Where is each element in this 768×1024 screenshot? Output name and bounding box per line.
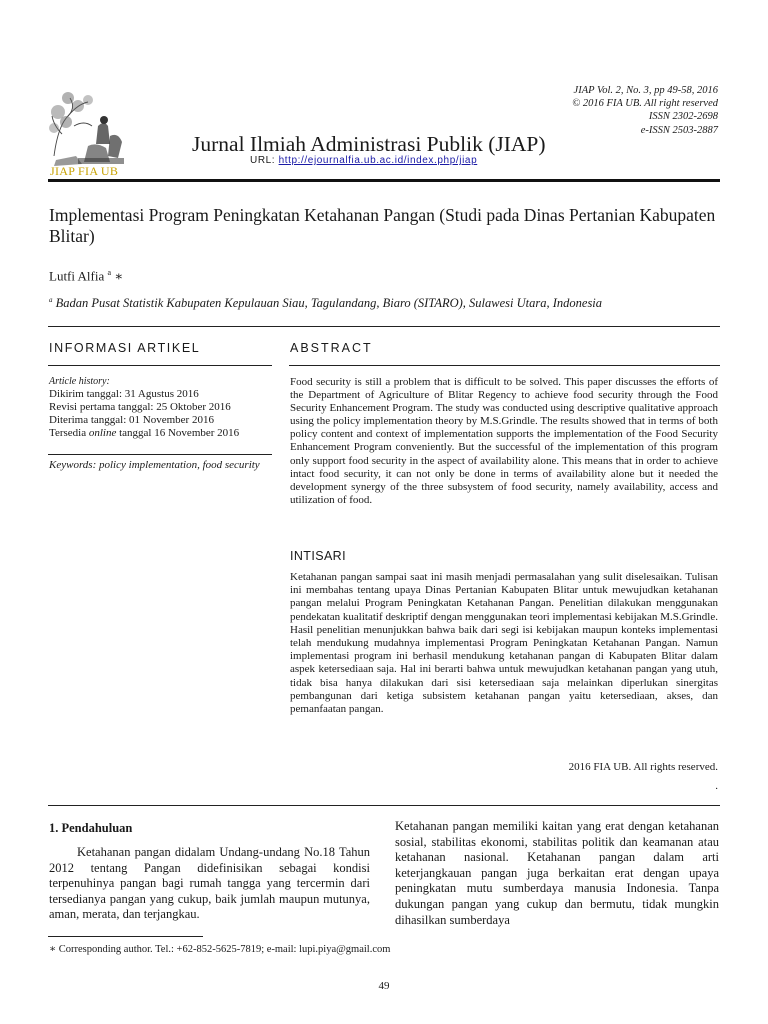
- article-title: Implementasi Program Peningkatan Ketahanan Pangan (Studi pada Dinas Pertanian Kabupaten Blitar): [49, 205, 716, 246]
- meta-eissn: e-ISSN 2503-2887: [640, 124, 718, 136]
- author-line: [49, 268, 123, 284]
- body-paragraph-right: Ketahanan pangan memiliki kaitan yang erat dengan ketahanan sosial, stabilitas ekonomi, stabilitas politik dan keamanan atau ketahanan nasional. Ketahanan pangan dalam arti keterjangkauan pangan juga berkaitan erat dengan upaya peningkatan mutu sumberdaya manusia Indonesia. Tanpa dukungan pangan yang cukup dan bermutu, tidak mungkin dihasilkan sumberdaya: [395, 819, 719, 927]
- article-history: [49, 375, 239, 440]
- info-divider: [48, 365, 272, 366]
- logo-caption: JIAP FIA UB: [50, 164, 119, 178]
- title-divider: [48, 326, 720, 327]
- history-label: Article history:: [49, 376, 110, 387]
- author-name: Lutfi Alfia: [49, 268, 105, 284]
- journal-meta: [572, 84, 718, 137]
- published-suffix: tanggal 16 November 2016: [116, 427, 240, 440]
- history-published: [49, 427, 239, 440]
- corresponding-star: ∗: [114, 268, 124, 284]
- abstract-heading: ABSTRACT: [290, 341, 373, 355]
- published-online: online: [88, 427, 117, 440]
- abstract-end-divider: [48, 805, 720, 806]
- keywords: Keywords: policy implementation, food security: [49, 459, 260, 471]
- affiliation-text: Badan Pusat Statistik Kabupaten Kepulauan Siau, Tagulandang, Biaro (SITARO), Sulawesi Utara, Indonesia: [55, 296, 603, 311]
- meta-copyright: © 2016 FIA UB. All right reserved: [572, 98, 718, 110]
- meta-issn: ISSN 2302-2698: [648, 111, 718, 123]
- intisari-text: Ketahanan pangan sampai saat ini masih menjadi permasalahan yang sulit diselesaikan. Tulisan ini membahas tentang upaya Dinas Pertanian Kabupaten Blitar untuk mewujudkan ketahanan pangan melalui Program Peningkatan Ketahanan Pangan. Penelitian dilakukan menggunakan pendekatan kualitatif deskriptif dengan menggunakan teori implementasi kebijakan M.S.Grindle. Hasil penelitian menunjukkan bahwa baik dari segi isi kebijakan maupun konteks implementasi telah mendukung mudahnya implementasi Program Peningkatan Ketahanan Pangan. Namun implementasi program ini berhasil mendukung ketahanan pangan di Kabupaten Blitar dalam aspek ketersediaan saja. Hal ini berarti bahwa untuk mewujudkan ketahanan pangan yang utuh, tidak bisa hanya dilakukan dari sisi ketersediaan saja melainkan diperlukan sinergitas pembangunan dari ketiga subsistem ketahanan pangan yaitu ketersediaan, akses, dan pemanfaatan pangan.: [290, 571, 718, 716]
- journal-url-line: [250, 155, 477, 166]
- history-accepted: Diterima tanggal: 01 November 2016: [49, 414, 214, 427]
- intisari-heading: INTISARI: [290, 549, 346, 563]
- journal-title: Jurnal Ilmiah Administrasi Publik (JIAP): [192, 132, 546, 156]
- footnote-divider: [48, 936, 203, 937]
- abstract-text: Food security is still a problem that is difficult to be solved. This paper discusses the efforts of the Department of Agriculture of Blitar Regency to achieve food security through the Food Security Enhancement Program. The study was conducted using descriptive qualitative approach using the policy implementation theory by M.S.Grindle. The results showed that in terms of both policy content and context of implementation supports the implementation of the Food Security Enhancement Program conveniently. But the successful of the implementation of this program only support food security in the aspect of availability alone. This means that in order to achieve intact food security, it can not only be done in terms of availability alone but it needed the development synergy of the three subsystem of food security, namely availability, access and utilization of food.: [290, 376, 718, 506]
- affiliation: [49, 296, 721, 311]
- body-paragraph-left: Ketahanan pangan didalam Undang-undang No.18 Tahun 2012 tentang Pangan didefinisikan sebagai kondisi terpenuhinya pangan bagi rumah tangga yang tercermin dari tersedianya pangan yang cukup, baik jumlah maupun mutunya, aman, merata, dan terjangkau.: [49, 845, 370, 922]
- header-divider: [48, 179, 720, 182]
- page-number: 49: [378, 980, 390, 992]
- affiliation-mark: a: [49, 296, 53, 304]
- published-prefix: Tersedia: [49, 427, 89, 440]
- footnote: ∗ Corresponding author. Tel.: +62-852-5625-7819; e-mail: lupi.piya@gmail.com: [49, 944, 391, 955]
- history-submitted: Dikirim tanggal: 31 Agustus 2016: [49, 388, 199, 401]
- history-revised: Revisi pertama tanggal: 25 Oktober 2016: [49, 401, 231, 414]
- trailing-dot: .: [715, 780, 718, 792]
- abstract-divider: [289, 365, 720, 366]
- keywords-divider: [48, 454, 272, 455]
- copyright-notice: 2016 FIA UB. All rights reserved.: [568, 761, 718, 773]
- meta-volume: JIAP Vol. 2, No. 3, pp 49-58, 2016: [573, 85, 718, 96]
- journal-url-link[interactable]: http://ejournalfia.ub.ac.id/index.php/jiap: [278, 155, 478, 166]
- url-label: URL:: [250, 155, 276, 166]
- author-affiliation-mark: a: [107, 268, 112, 277]
- article-info-heading: INFORMASI ARTIKEL: [49, 341, 201, 355]
- section-heading: 1. Pendahuluan: [49, 821, 133, 835]
